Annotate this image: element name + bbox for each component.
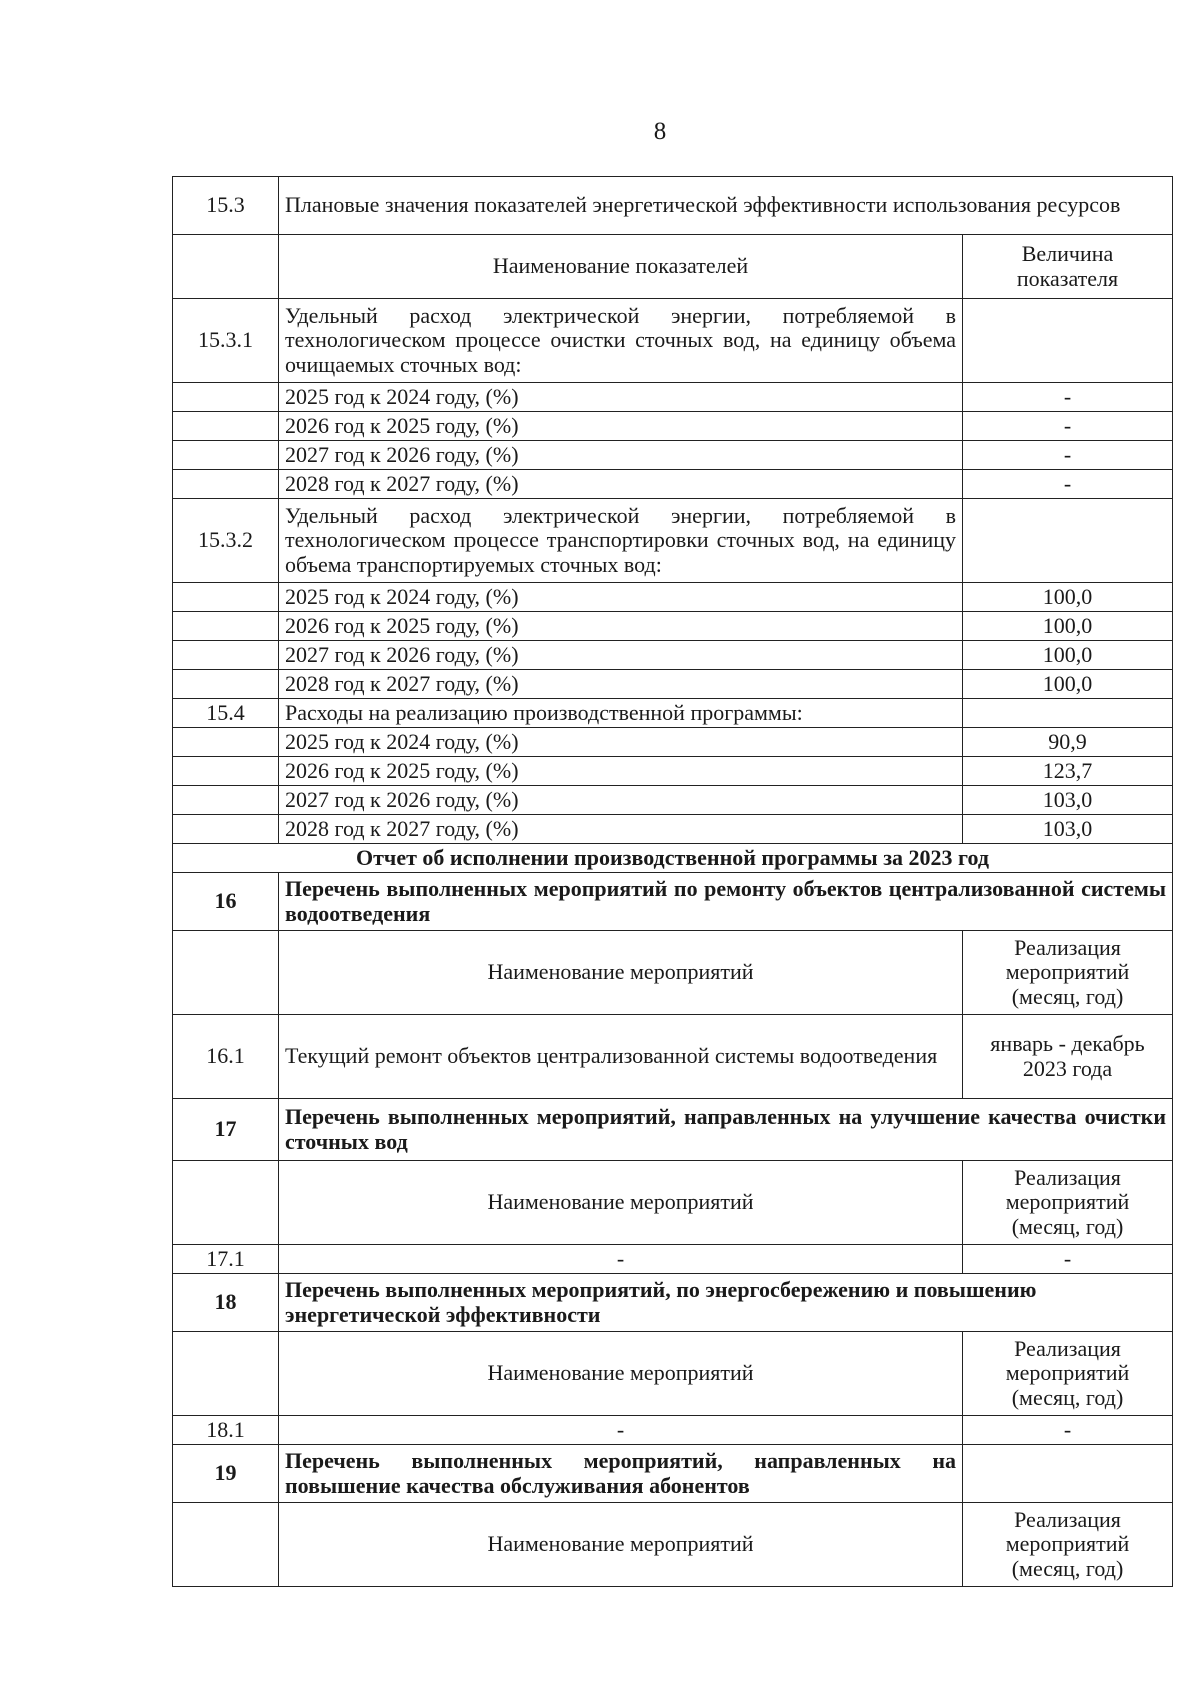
empty-cell: [173, 1332, 279, 1416]
table-row: [173, 412, 1173, 441]
section-title: Перечень выполненных мероприятий, по энергосбережению и повышению энергетической эффективности: [279, 1274, 1173, 1332]
year-label: 2026 год к 2025 году, (%): [279, 612, 963, 641]
indicator-value: -: [963, 470, 1173, 499]
section-title: Перечень выполненных мероприятий, направленных на улучшение качества очистки сточных вод: [279, 1099, 1173, 1161]
item-value: -: [963, 1245, 1173, 1274]
empty-cell: [173, 1161, 279, 1245]
table-row: [173, 299, 1173, 383]
table-row: [173, 499, 1173, 583]
empty-cell: [173, 612, 279, 641]
column-header-value: Реализация мероприятий (месяц, год): [963, 1161, 1173, 1245]
table-row: [173, 728, 1173, 757]
item-name: Текущий ремонт объектов централизованной системы водоотведения: [279, 1015, 963, 1099]
year-label: 2028 год к 2027 году, (%): [279, 670, 963, 699]
empty-cell: [173, 383, 279, 412]
section-number: 15.3.2: [173, 499, 279, 583]
indicator-value: 123,7: [963, 757, 1173, 786]
program-table: [172, 176, 1173, 1587]
item-number: 16.1: [173, 1015, 279, 1099]
section-number: 18: [173, 1274, 279, 1332]
table-row: [173, 383, 1173, 412]
year-label: 2026 год к 2025 году, (%): [279, 757, 963, 786]
empty-cell: [173, 786, 279, 815]
indicator-value: -: [963, 383, 1173, 412]
section-number: 16: [173, 873, 279, 931]
empty-cell: [173, 641, 279, 670]
indicator-title: Расходы на реализацию производственной программы:: [279, 699, 963, 728]
table-header-row: [173, 1503, 1173, 1587]
page-number: 8: [653, 118, 667, 145]
table-row: [173, 815, 1173, 844]
column-header-value: Реализация мероприятий (месяц, год): [963, 1332, 1173, 1416]
section-number: 15.4: [173, 699, 279, 728]
column-header-name: Наименование показателей: [279, 235, 963, 299]
year-label: 2027 год к 2026 году, (%): [279, 786, 963, 815]
empty-cell: [963, 299, 1173, 383]
table-header-row: [173, 235, 1173, 299]
item-value: январь - декабрь 2023 года: [963, 1015, 1173, 1099]
year-label: 2025 год к 2024 году, (%): [279, 583, 963, 612]
empty-cell: [173, 583, 279, 612]
section-number: 15.3: [173, 177, 279, 235]
table-header-row: [173, 1332, 1173, 1416]
table-row: [173, 670, 1173, 699]
empty-cell: [173, 757, 279, 786]
item-name: -: [279, 1416, 963, 1445]
item-value: -: [963, 1416, 1173, 1445]
section-title: Плановые значения показателей энергетической эффективности использования ресурсов: [279, 177, 1173, 235]
empty-cell: [963, 699, 1173, 728]
column-header-value: Реализация мероприятий (месяц, год): [963, 931, 1173, 1015]
column-header-name: Наименование мероприятий: [279, 1161, 963, 1245]
report-heading: Отчет об исполнении производственной программы за 2023 год: [173, 844, 1173, 873]
empty-cell: [173, 470, 279, 499]
table-header-row: [173, 1161, 1173, 1245]
empty-cell: [173, 815, 279, 844]
empty-cell: [173, 728, 279, 757]
year-label: 2025 год к 2024 году, (%): [279, 728, 963, 757]
indicator-value: 100,0: [963, 641, 1173, 670]
year-label: 2027 год к 2026 году, (%): [279, 641, 963, 670]
section-number: 17: [173, 1099, 279, 1161]
table-row: [173, 786, 1173, 815]
item-name: -: [279, 1245, 963, 1274]
empty-cell: [173, 670, 279, 699]
empty-cell: [963, 499, 1173, 583]
table-row: [173, 441, 1173, 470]
table-row: [173, 583, 1173, 612]
table-row: [173, 873, 1173, 931]
indicator-value: 90,9: [963, 728, 1173, 757]
table-row: [173, 177, 1173, 235]
empty-cell: [963, 1445, 1173, 1503]
indicator-value: 103,0: [963, 815, 1173, 844]
empty-cell: [173, 412, 279, 441]
table-row: [173, 757, 1173, 786]
column-header-name: Наименование мероприятий: [279, 1503, 963, 1587]
column-header-value: Величина показателя: [963, 235, 1173, 299]
year-label: 2027 год к 2026 году, (%): [279, 441, 963, 470]
indicator-value: 100,0: [963, 612, 1173, 641]
table-row: [173, 1445, 1173, 1503]
indicator-value: 100,0: [963, 670, 1173, 699]
table-header-row: [173, 931, 1173, 1015]
empty-cell: [173, 1503, 279, 1587]
column-header-name: Наименование мероприятий: [279, 931, 963, 1015]
indicator-title: Удельный расход электрической энергии, потребляемой в технологическом процессе очистки сточных вод, на единицу объема очищаемых сточных вод:: [279, 299, 963, 383]
table-row: [173, 1274, 1173, 1332]
year-label: 2028 год к 2027 году, (%): [279, 470, 963, 499]
empty-cell: [173, 441, 279, 470]
indicator-value: 100,0: [963, 583, 1173, 612]
indicator-value: 103,0: [963, 786, 1173, 815]
table-row: [173, 641, 1173, 670]
table-row: [173, 844, 1173, 873]
table-row: [173, 612, 1173, 641]
empty-cell: [173, 931, 279, 1015]
table-row: [173, 1245, 1173, 1274]
section-title: Перечень выполненных мероприятий, направленных на повышение качества обслуживания абонентов: [279, 1445, 963, 1503]
year-label: 2028 год к 2027 году, (%): [279, 815, 963, 844]
indicator-title: Удельный расход электрической энергии, потребляемой в технологическом процессе транспортировки сточных вод, на единицу объема транспортируемых сточных вод:: [279, 499, 963, 583]
section-number: 15.3.1: [173, 299, 279, 383]
table-row: [173, 699, 1173, 728]
year-label: 2026 год к 2025 году, (%): [279, 412, 963, 441]
empty-cell: [173, 235, 279, 299]
table-row: [173, 1416, 1173, 1445]
table-row: [173, 1015, 1173, 1099]
section-title: Перечень выполненных мероприятий по ремонту объектов централизованной системы водоотведения: [279, 873, 1173, 931]
item-number: 17.1: [173, 1245, 279, 1274]
indicator-value: -: [963, 412, 1173, 441]
year-label: 2025 год к 2024 году, (%): [279, 383, 963, 412]
indicator-value: -: [963, 441, 1173, 470]
column-header-value: Реализация мероприятий (месяц, год): [963, 1503, 1173, 1587]
item-number: 18.1: [173, 1416, 279, 1445]
table-row: [173, 1099, 1173, 1161]
section-number: 19: [173, 1445, 279, 1503]
table-row: [173, 470, 1173, 499]
column-header-name: Наименование мероприятий: [279, 1332, 963, 1416]
